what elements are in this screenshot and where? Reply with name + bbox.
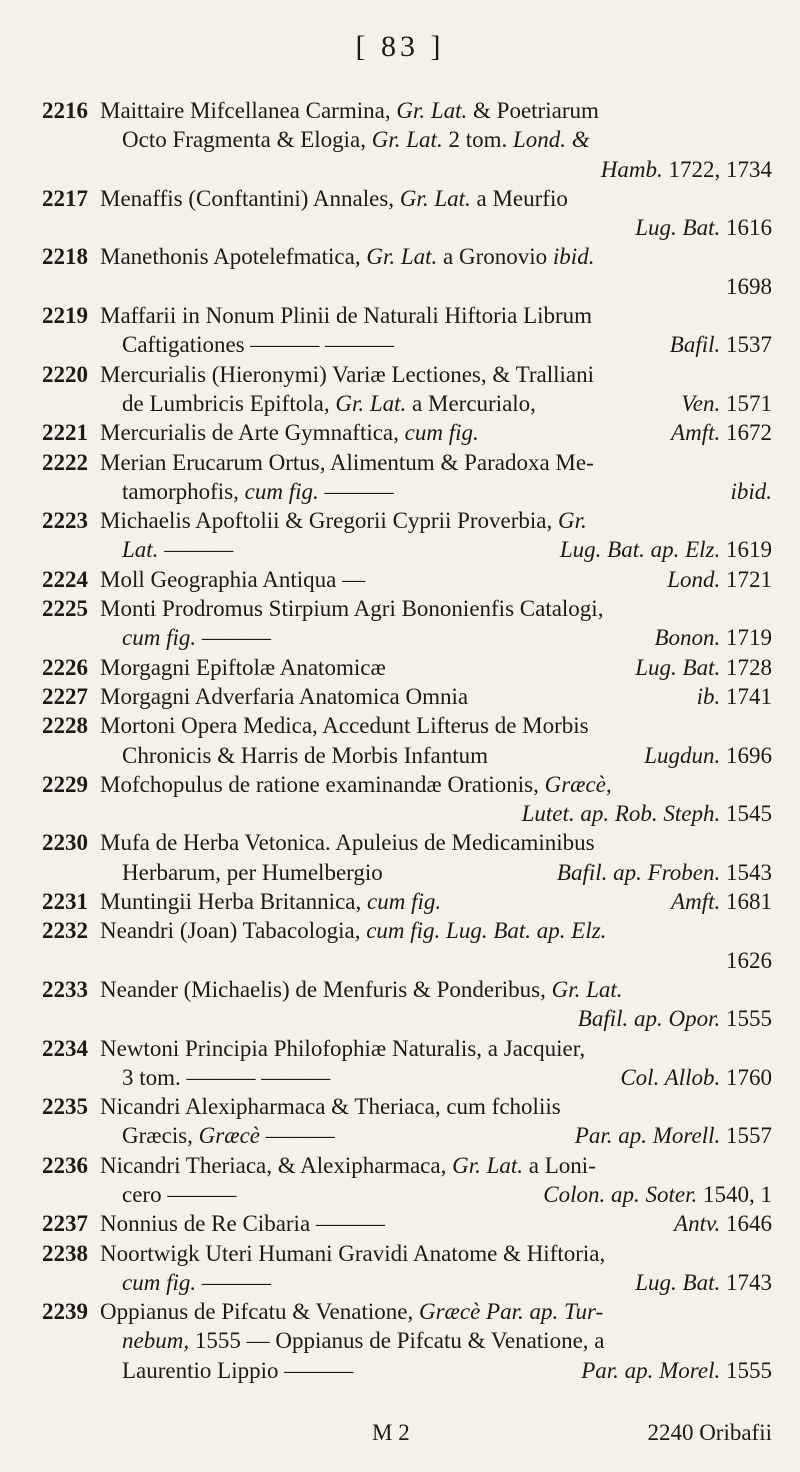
catalog-entry [42, 887, 772, 916]
text-run: Lugdun. [644, 742, 721, 768]
entry-line [42, 1180, 772, 1209]
text-run: Mortoni Opera Medica, Accedunt Lifterus de Morbis [100, 713, 589, 739]
entry-line [42, 330, 772, 359]
text-run: 1571 [720, 390, 772, 416]
entry-line [42, 418, 772, 447]
catalog-entry [42, 242, 772, 301]
entry-number: 2239 [42, 1299, 88, 1325]
imprint [543, 1180, 772, 1209]
text-run: 1540, 1 [697, 1181, 772, 1207]
text-run: Gr. [558, 508, 587, 534]
catalog-entry [42, 770, 772, 829]
entry-line [42, 858, 772, 887]
text-run: Par. ap. Morell. [574, 1123, 721, 1149]
text-run: Gr. Lat. [396, 98, 468, 123]
text-run: cero ——— [122, 1181, 237, 1207]
text-run: Chronicis & Harris de Morbis Infantum [122, 742, 489, 768]
text-run: Bafil. [669, 332, 721, 358]
entry-number: 2217 [42, 185, 88, 211]
entry-line [42, 916, 772, 945]
line-left [100, 565, 365, 594]
entry-line [42, 1356, 772, 1385]
line-left [122, 1268, 271, 1297]
line-left [122, 1180, 236, 1209]
catalog-entry [42, 1034, 772, 1093]
text-run: Gr. Lat. [551, 976, 623, 1002]
entry-number: 2230 [42, 830, 88, 856]
text-run: a Gronovio [437, 244, 553, 270]
text-run: 1545 [720, 801, 772, 827]
text-run: Par. ap. Morel. [581, 1357, 721, 1383]
entry-line [42, 828, 772, 857]
imprint [560, 535, 772, 564]
entry-number: 2223 [42, 508, 88, 534]
imprint [575, 1121, 772, 1150]
entry-line [42, 448, 772, 477]
text-run: Lond. [667, 566, 721, 592]
text-run: Michaelis Apoftolii & Gregorii Cyprii Proverbia, [100, 508, 559, 534]
line-left [100, 418, 479, 447]
catalog-entry [42, 711, 772, 770]
text-run: Lutet. ap. Rob. Steph. [521, 801, 721, 827]
text-run: a Mercurialo, [406, 390, 536, 416]
line-left [122, 1121, 335, 1150]
text-run: Col. Allob. [620, 1064, 721, 1090]
entry-line [42, 682, 772, 711]
text-run: Nicandri Alexipharmaca & Theriaca, cum fcholiis [100, 1094, 561, 1120]
text-run: Amft. [671, 420, 721, 446]
catalog-entry [42, 1092, 772, 1151]
text-run: Menaffis (Conftantini) Annales, [100, 185, 400, 211]
imprint [671, 418, 772, 447]
text-run: ——— [158, 537, 234, 563]
entry-line [42, 653, 772, 682]
entry-number: 2235 [42, 1094, 88, 1120]
entry-number: 2236 [42, 1152, 88, 1178]
text-run: Gr. Lat. [371, 127, 443, 153]
text-run: Maittaire Mifcellanea Carmina, [100, 98, 397, 123]
entry-line [42, 565, 772, 594]
line-left [122, 1356, 353, 1385]
line-left [122, 389, 536, 418]
text-run: Gr. Lat. [399, 185, 471, 211]
line-left [122, 1063, 330, 1092]
text-run: Gr. Lat. [366, 244, 438, 270]
text-run: Manethonis Apotelefmatica, [100, 244, 367, 270]
text-run: 1719 [720, 625, 772, 651]
line-left [122, 330, 394, 359]
imprint [644, 741, 772, 770]
text-run: ——— [260, 1123, 335, 1149]
catalog-entry [42, 653, 772, 682]
entry-line [42, 242, 772, 271]
text-run: 1557 [720, 1123, 772, 1149]
line-left [100, 682, 468, 711]
catalog-entry [42, 1209, 772, 1238]
entry-number: 2221 [42, 420, 88, 446]
entry-line [42, 301, 772, 330]
text-run: Lug. Bat. [635, 654, 721, 680]
text-run: Morgagni Adverfaria Anatomica Omnia [100, 683, 469, 709]
text-run: Bafil. ap. Froben. [556, 859, 721, 885]
entry-line [42, 799, 772, 828]
text-run: 1743 [720, 1269, 772, 1295]
line-left [122, 477, 394, 506]
entry-line [42, 506, 772, 535]
line-left [122, 741, 488, 770]
entry-number: 2225 [42, 596, 88, 622]
text-run: Lug. Bat. [635, 1269, 721, 1295]
text-run: Antv. [674, 1211, 721, 1237]
entry-number: 2238 [42, 1240, 88, 1266]
text-run: & Poetriarum [467, 98, 599, 123]
text-run: Caftigationes ——— ——— [122, 332, 395, 358]
entry-number: 2219 [42, 303, 88, 329]
line-left [122, 535, 233, 564]
text-run: 1760 [720, 1064, 772, 1090]
text-run: 2 tom. [442, 127, 513, 153]
imprint [670, 330, 772, 359]
imprint [730, 477, 772, 506]
text-run: de Lumbricis Epiftola, [122, 390, 336, 416]
text-run: cum fig. Lug. Bat. ap. Elz. [366, 918, 607, 944]
catalog-entry [42, 1239, 772, 1298]
text-run: Græcè, [544, 771, 612, 797]
text-run: 1698 [726, 273, 772, 299]
catalog-entry [42, 360, 772, 419]
imprint [674, 1209, 772, 1238]
entry-number: 2220 [42, 361, 88, 387]
text-run: Morgagni Epiftolæ Anatomicæ [100, 654, 386, 680]
entry-line [42, 272, 772, 301]
text-run: Neander (Michaelis) de Menfuris & Ponderibus, [100, 976, 552, 1002]
text-run: a Loni- [523, 1152, 596, 1178]
entry-line [42, 96, 772, 125]
catalog-entry [42, 975, 772, 1034]
text-run: Neandri (Joan) Tabacologia, [100, 918, 367, 944]
catalog-entry [42, 594, 772, 653]
entry-number: 2218 [42, 244, 88, 270]
entry-number: 2216 [42, 98, 88, 123]
entry-line [42, 184, 772, 213]
catalog-entry [42, 916, 772, 975]
imprint [697, 682, 772, 711]
text-run: 1681 [720, 889, 772, 915]
text-run: a Meurfio [470, 185, 568, 211]
entry-number: 2237 [42, 1211, 88, 1237]
catalog-entries [42, 96, 772, 1385]
catalog-entry [42, 301, 772, 360]
text-run: Moll Geographia Antiqua — [100, 566, 366, 592]
text-run: 1728 [720, 654, 772, 680]
catalog-entry [42, 828, 772, 887]
text-run: nebum, [122, 1328, 190, 1354]
catalog-entry [42, 565, 772, 594]
page-number: [ 83 ] [355, 30, 445, 63]
text-run: Gr. Lat. [335, 390, 407, 416]
entry-line [42, 1034, 772, 1063]
entry-line [42, 946, 772, 975]
entry-line [42, 477, 772, 506]
text-run: Lug. Bat. [635, 215, 721, 241]
text-run: Monti Prodromus Stirpium Agri Bononienfis Catalogi, [100, 596, 604, 622]
text-run: cum fig. [122, 1269, 197, 1295]
text-run: cum fig. [404, 420, 479, 446]
line-left [122, 858, 383, 887]
text-run: Hamb. [600, 156, 663, 182]
entry-line [42, 1121, 772, 1150]
entry-line [42, 770, 772, 799]
signature-mark: M 2 [372, 1420, 410, 1445]
entry-number: 2224 [42, 566, 88, 592]
entry-number: 2234 [42, 1035, 88, 1061]
text-run: cum fig. [244, 478, 319, 504]
entry-line [42, 1063, 772, 1092]
line-left [100, 1209, 385, 1238]
entry-line [42, 1297, 772, 1326]
text-run: cum fig. [367, 889, 442, 915]
text-run: 3 tom. ——— ——— [122, 1064, 331, 1090]
imprint [654, 623, 772, 652]
text-run: Bonon. [654, 625, 721, 651]
imprint [681, 389, 772, 418]
entry-line [42, 535, 772, 564]
text-run: Muntingii Herba Britannica, [100, 889, 367, 915]
text-run: 1646 [720, 1211, 772, 1237]
text-run: Colon. ap. Soter. [543, 1181, 698, 1207]
entry-line [42, 975, 772, 1004]
catalog-entry [42, 1297, 772, 1385]
text-run: Lond. & [512, 127, 590, 153]
catalog-entry [42, 184, 772, 243]
text-run: Laurentio Lippio ——— [122, 1357, 354, 1383]
text-run: ib. [696, 683, 721, 709]
entry-line [42, 155, 772, 184]
entry-line [42, 125, 772, 154]
entry-line [42, 1326, 772, 1355]
entry-number: 2229 [42, 771, 88, 797]
text-run: Maffarii in Nonum Plinii de Naturali Hiftoria Librum [100, 303, 593, 329]
text-run: Newtoni Principia Philofophiæ Naturalis, a Jacquier, [100, 1035, 586, 1061]
entry-line [42, 1004, 772, 1033]
text-run: Mofchopulus de ratione examinandæ Orationis, [100, 771, 545, 797]
text-run: ——— [196, 1269, 271, 1295]
text-run: Octo Fragmenta & Elogia, [122, 127, 372, 153]
text-run: 1555 — Oppianus de Pifcatu & Venatione, a [189, 1328, 605, 1354]
catalog-entry [42, 506, 772, 565]
text-run: cum fig. [122, 625, 197, 651]
entry-line [42, 213, 772, 242]
text-run: Oppianus de Pifcatu & Venatione, [100, 1299, 419, 1325]
line-left [100, 653, 386, 682]
text-run: Mercurialis (Hieronymi) Variæ Lectiones, & Tralliani [100, 361, 594, 387]
entry-number: 2227 [42, 683, 88, 709]
entry-line [42, 389, 772, 418]
text-run: ——— [196, 625, 271, 651]
text-run: Græcis, [122, 1123, 199, 1149]
text-run: 1626 [726, 947, 772, 973]
catalog-entry [42, 448, 772, 507]
text-run: tamorphofis, [122, 478, 245, 504]
imprint [581, 1356, 772, 1385]
catalog-entry [42, 418, 772, 447]
text-run: Græcè Par. ap. Tur- [418, 1299, 604, 1325]
text-run: Amft. [671, 889, 721, 915]
entry-line [42, 594, 772, 623]
text-run: 1722, 1734 [662, 156, 772, 182]
entry-line [42, 1092, 772, 1121]
imprint [557, 858, 772, 887]
text-run: Ven. [681, 390, 721, 416]
entry-line [42, 711, 772, 740]
catalog-entry [42, 1151, 772, 1210]
text-run: Nicandri Theriaca, & Alexipharmaca, [100, 1152, 453, 1178]
text-run: ibid. [730, 478, 772, 504]
text-run: Græcè [198, 1123, 260, 1149]
catalog-entry [42, 96, 772, 184]
entry-line [42, 1151, 772, 1180]
entry-line [42, 1209, 772, 1238]
entry-line [42, 360, 772, 389]
entry-number: 2222 [42, 449, 88, 475]
line-left [122, 623, 271, 652]
text-run: Merian Erucarum Ortus, Alimentum & Paradoxa Me- [100, 449, 594, 475]
text-run: 1616 [720, 215, 772, 241]
imprint [671, 887, 772, 916]
text-run: 1543 [720, 859, 772, 885]
imprint [635, 1268, 772, 1297]
text-run: Lat. [122, 537, 159, 563]
entry-number: 2231 [42, 889, 88, 915]
entry-line [42, 1239, 772, 1268]
text-run: Bafil. ap. Opor. [577, 1006, 721, 1032]
text-run: Nonnius de Re Cibaria ——— [100, 1211, 385, 1237]
text-run: ibid. [552, 244, 595, 270]
entry-line [42, 623, 772, 652]
text-run: Noortwigk Uteri Humani Gravidi Anatome & Hiftoria, [100, 1240, 606, 1266]
text-run: 1696 [720, 742, 772, 768]
text-run: 1537 [720, 332, 772, 358]
text-run: 1619 [720, 537, 772, 563]
text-run: 1555 [720, 1357, 772, 1383]
entry-line [42, 1268, 772, 1297]
text-run: 1741 [720, 683, 772, 709]
entry-number: 2233 [42, 976, 88, 1002]
text-run: Mercurialis de Arte Gymnaftica, [100, 420, 405, 446]
text-run: Lug. Bat. ap. Elz. [559, 537, 721, 563]
entry-line [42, 887, 772, 916]
catchword: 2240 Oribafii [647, 1420, 772, 1445]
catalog-entry [42, 682, 772, 711]
imprint [667, 565, 772, 594]
entry-number: 2228 [42, 713, 88, 739]
imprint [635, 653, 772, 682]
text-run: Gr. Lat. [452, 1152, 524, 1178]
entry-line [42, 741, 772, 770]
imprint [620, 1063, 772, 1092]
text-run: 1721 [720, 566, 772, 592]
text-run: Mufa de Herba Vetonica. Apuleius de Medicaminibus [100, 830, 595, 856]
text-run: Herbarum, per Humelbergio [122, 859, 383, 885]
line-left [100, 887, 441, 916]
text-run: 1555 [720, 1006, 772, 1032]
entry-number: 2232 [42, 918, 88, 944]
entry-number: 2226 [42, 654, 88, 680]
text-run: 1672 [720, 420, 772, 446]
text-run: ——— [318, 478, 394, 504]
